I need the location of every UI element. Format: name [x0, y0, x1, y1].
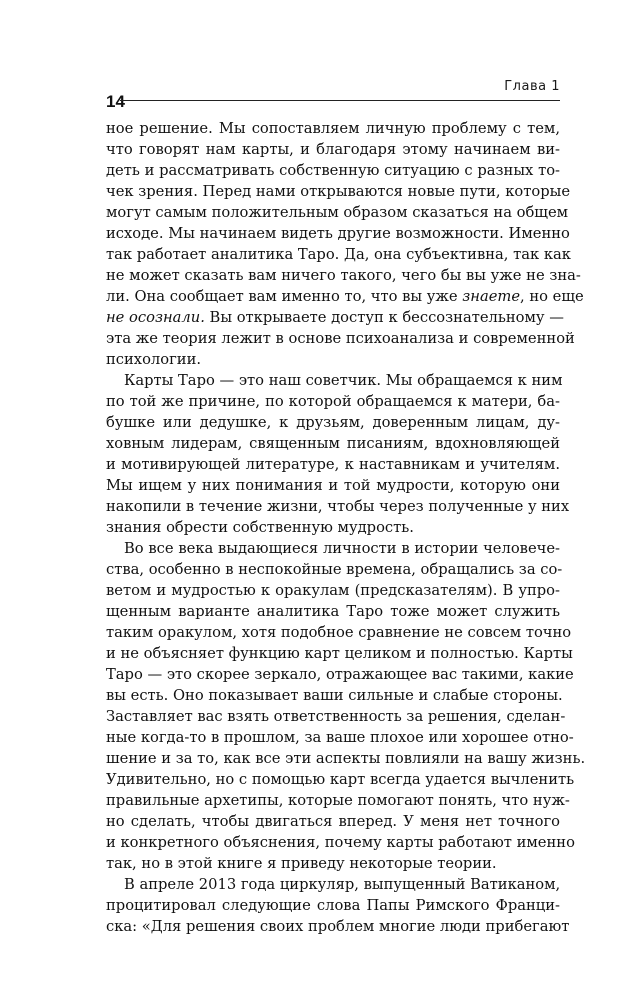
text-line: ства, особенно в неспокойные времена, обращались за со- — [106, 561, 563, 578]
text-line: и не объясняет функцию карт целиком и полностью. Карты — [106, 645, 573, 662]
text-line: накопили в течение жизни, чтобы через полученные у них — [106, 498, 570, 515]
text-line: вы есть. Оно показывает ваши сильные и слабые стороны. — [106, 687, 563, 704]
text-line: но сделать, чтобы двигаться вперед. У меня нет точного — [106, 813, 560, 830]
text-line: шение и за то, как все эти аспекты повлияли на вашу жизнь. — [106, 750, 586, 767]
text-segment: ли. Она сообщает вам именно то, что вы уже — [106, 288, 463, 305]
text-line: ные когда-то в прошлом, за ваше плохое или хорошее отно- — [106, 729, 574, 746]
text-line: таким оракулом, хотя подобное сравнение не совсем точно — [106, 624, 572, 641]
text-segment: , но еще — [520, 288, 584, 305]
text-line: Во все века выдающиеся личности в истории человече- — [124, 540, 560, 557]
text-line: Удивительно, но с помощью карт всегда удается вычленить — [106, 771, 575, 788]
body-text — [106, 118, 586, 937]
text-line: что говорят нам карты, и благодаря этому начинаем ви- — [106, 141, 560, 158]
page-number: 14 — [106, 92, 125, 111]
text-line: ховным лидерам, священным писаниям, вдохновляющей — [106, 435, 560, 452]
text-line: щенным варианте аналитика Таро тоже может служить — [106, 603, 560, 620]
text-line: могут самым положительным образом сказаться на общем — [106, 204, 569, 221]
text-line: психологии. — [106, 351, 202, 368]
text-line: бушке или дедушке, к друзьям, доверенным лицам, ду- — [106, 414, 560, 431]
text-line: правильные архетипы, которые помогают понять, что нуж- — [106, 792, 570, 809]
text-line: не может сказать вам ничего такого, чего бы вы уже не зна- — [106, 267, 581, 284]
text-line: так, но в этой книге я приведу некоторые теории. — [106, 855, 497, 872]
text-line: В апреле 2013 года циркуляр, выпущенный Ватиканом, — [124, 876, 561, 893]
text-line: знания обрести собственную мудрость. — [106, 519, 414, 536]
text-line: Мы ищем у них понимания и той мудрости, которую они — [106, 477, 560, 494]
text-segment: Вы открываете доступ к бессознательному — — [204, 309, 564, 326]
chapter-title: Глава 1 — [504, 79, 560, 94]
italic-text: не осознали. — [106, 309, 205, 326]
text-line — [106, 286, 584, 307]
text-line: так работает аналитика Таро. Да, она субъективна, так как — [106, 246, 571, 263]
text-line — [106, 307, 564, 328]
text-line: эта же теория лежит в основе психоанализа и современной — [106, 330, 575, 347]
text-line: исходе. Мы начинаем видеть другие возможности. Именно — [106, 225, 570, 242]
text-line: ное решение. Мы сопоставляем личную проблему с тем, — [106, 120, 560, 137]
text-line: и мотивирующей литературе, к наставникам и учителям. — [106, 456, 560, 473]
text-line: по той же причине, по которой обращаемся к матери, ба- — [106, 393, 560, 410]
text-line: и конкретного объяснения, почему карты работают именно — [106, 834, 575, 851]
text-line: Заставляет вас взять ответственность за решения, сделан- — [106, 708, 566, 725]
text-line: ветом и мудростью к оракулам (предсказателям). В упро- — [106, 582, 560, 599]
header-rule — [120, 100, 560, 101]
text-line: чек зрения. Перед нами открываются новые пути, которые — [106, 183, 571, 200]
text-line: Таро — это скорее зеркало, отражающее вас такими, какие — [106, 666, 574, 683]
text-line: процитировал следующие слова Папы Римского Франци- — [106, 897, 560, 914]
text-line: ска: «Для решения своих проблем многие люди прибегают — [106, 918, 570, 935]
text-line: деть и рассматривать собственную ситуацию с разных то- — [106, 162, 560, 179]
text-line: Карты Таро — это наш советчик. Мы обращаемся к ним — [124, 372, 563, 389]
italic-text: знаете — [462, 288, 521, 305]
